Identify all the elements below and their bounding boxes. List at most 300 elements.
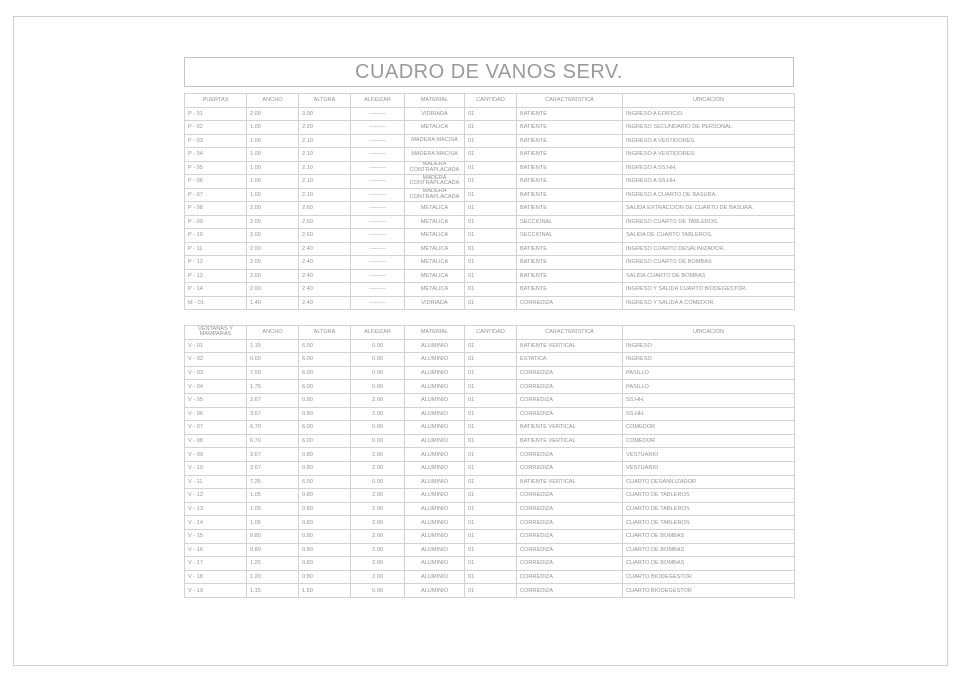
- table-cell: 01: [465, 339, 517, 353]
- table-cell: CORREDIZA: [517, 448, 623, 462]
- table-cell: 1.05: [247, 502, 299, 516]
- table-cell: CUARTO DESANILIZADOR: [623, 475, 795, 489]
- table-cell: P - 12: [185, 256, 247, 270]
- table-row: [185, 461, 795, 475]
- table-cell: 0.60: [247, 353, 299, 367]
- table-cell: 2.10: [299, 188, 351, 202]
- table-cell: P - 05: [185, 161, 247, 175]
- table-row: [185, 134, 795, 148]
- table-cell: CUARTO DE BOMBAS: [623, 529, 795, 543]
- table-cell: ALUMINIO: [405, 353, 465, 367]
- table-cell: ALUMINIO: [405, 529, 465, 543]
- table-cell: P - 10: [185, 229, 247, 243]
- table-cell: V - 05: [185, 393, 247, 407]
- table-cell: 0.80: [247, 543, 299, 557]
- table-cell: INGRESO: [623, 353, 795, 367]
- table-cell: P - 13: [185, 269, 247, 283]
- table-cell: P - 01: [185, 107, 247, 121]
- table-cell: BATIENTE: [517, 269, 623, 283]
- table-cell: M - 01: [185, 296, 247, 310]
- table-cell: CORREDIZA: [517, 366, 623, 380]
- column-header: ANCHO: [247, 94, 299, 108]
- table-cell: CORREDIZA: [517, 296, 623, 310]
- table-cell: 0.80: [299, 529, 351, 543]
- column-header: ALFEIZAR: [351, 94, 405, 108]
- table-cell: BATIENTE: [517, 283, 623, 297]
- table-cell: P - 03: [185, 134, 247, 148]
- column-header: CANTIDAD: [465, 326, 517, 340]
- table-cell: P - 08: [185, 202, 247, 216]
- table-cell: 1.00: [247, 121, 299, 135]
- table-cell: INGRESO A SS.HH.: [623, 161, 795, 175]
- table-cell: 01: [465, 229, 517, 243]
- column-header: ANCHO: [247, 326, 299, 340]
- table-cell: V - 03: [185, 366, 247, 380]
- table-cell: 2.00: [247, 256, 299, 270]
- column-header: CANTIDAD: [465, 94, 517, 108]
- table-cell: BATIENTE VERTICAL: [517, 339, 623, 353]
- table-row: [185, 269, 795, 283]
- table-cell: V - 04: [185, 380, 247, 394]
- table-cell: CORREDIZA: [517, 529, 623, 543]
- table-row: [185, 529, 795, 543]
- table-cell: ---------: [351, 121, 405, 135]
- table-cell: ALUMINIO: [405, 475, 465, 489]
- schedule-title: CUADRO DE VANOS SERV.: [184, 57, 794, 87]
- table-cell: 01: [465, 121, 517, 135]
- table-cell: SALIDA CUARTO DE BOMBAS: [623, 269, 795, 283]
- table-row: [185, 283, 795, 297]
- column-header: UBICACION: [623, 326, 795, 340]
- table-cell: BATIENTE: [517, 148, 623, 162]
- table-cell: ---------: [351, 256, 405, 270]
- table-cell: 1.00: [247, 175, 299, 189]
- table-cell: 0.80: [299, 502, 351, 516]
- table-cell: 01: [465, 529, 517, 543]
- table-cell: 01: [465, 475, 517, 489]
- table-cell: 2.40: [299, 256, 351, 270]
- table-cell: P - 07: [185, 188, 247, 202]
- table-cell: V - 18: [185, 570, 247, 584]
- table-row: [185, 188, 795, 202]
- table-cell: METALICA: [405, 242, 465, 256]
- table-cell: ---------: [351, 188, 405, 202]
- table-row: [185, 296, 795, 310]
- table-cell: 3.67: [247, 407, 299, 421]
- table-cell: 01: [465, 434, 517, 448]
- table-cell: 01: [465, 584, 517, 598]
- table-cell: ALUMINIO: [405, 407, 465, 421]
- table-cell: INGRESO SECUNDARIO DE PERSONAL.: [623, 121, 795, 135]
- table-cell: P - 11: [185, 242, 247, 256]
- table-cell: 0.80: [299, 543, 351, 557]
- table-cell: INGRESO CUARTO DE BOMBAS: [623, 256, 795, 270]
- table-cell: CORREDIZA: [517, 489, 623, 503]
- table-cell: 3.67: [247, 393, 299, 407]
- table-cell: 0.80: [299, 407, 351, 421]
- table-cell: 2.40: [299, 242, 351, 256]
- column-header: UBICACION: [623, 94, 795, 108]
- table-cell: CUARTO DE BOMBAS: [623, 557, 795, 571]
- table-cell: ---------: [351, 229, 405, 243]
- table-cell: V - 13: [185, 502, 247, 516]
- table-row: [185, 434, 795, 448]
- table-cell: ---------: [351, 215, 405, 229]
- table-cell: V - 17: [185, 557, 247, 571]
- table-cell: SECCIONAL: [517, 215, 623, 229]
- table-row: [185, 353, 795, 367]
- table-cell: V - 06: [185, 407, 247, 421]
- table-cell: CORREDIZA: [517, 380, 623, 394]
- table-cell: 1.15: [247, 339, 299, 353]
- table-cell: INGRESO Y SALIDA CUARTO BIODEGESTOR.: [623, 283, 795, 297]
- table-cell: SECCIONAL: [517, 229, 623, 243]
- table-row: [185, 421, 795, 435]
- table-cell: V - 10: [185, 461, 247, 475]
- table-row: [185, 121, 795, 135]
- table-cell: ---------: [351, 175, 405, 189]
- table-cell: 1.05: [247, 516, 299, 530]
- table-cell: BATIENTE: [517, 161, 623, 175]
- table-cell: V - 19: [185, 584, 247, 598]
- doors-header-row: [185, 94, 795, 108]
- table-row: [185, 202, 795, 216]
- table-cell: CUARTO DE TABLEROS: [623, 489, 795, 503]
- table-cell: CORREDIZA: [517, 393, 623, 407]
- table-cell: 2.60: [299, 215, 351, 229]
- windows-header-row: [185, 326, 795, 340]
- table-row: [185, 516, 795, 530]
- table-cell: V - 07: [185, 421, 247, 435]
- table-row: [185, 489, 795, 503]
- table-cell: ALUMINIO: [405, 393, 465, 407]
- table-cell: 0.00: [351, 421, 405, 435]
- table-cell: VIDRIADA: [405, 107, 465, 121]
- table-cell: METALICA: [405, 121, 465, 135]
- table-row: [185, 148, 795, 162]
- table-cell: INGRESO: [623, 339, 795, 353]
- table-cell: 6.70: [247, 434, 299, 448]
- table-cell: MADERA CONTRAPLACADA: [405, 161, 465, 175]
- table-cell: ---------: [351, 296, 405, 310]
- table-cell: P - 02: [185, 121, 247, 135]
- table-cell: ALUMINIO: [405, 366, 465, 380]
- table-cell: 3.67: [247, 448, 299, 462]
- table-cell: 1.05: [247, 489, 299, 503]
- table-cell: VESTUARIO: [623, 461, 795, 475]
- table-cell: V - 08: [185, 434, 247, 448]
- table-cell: ALUMINIO: [405, 557, 465, 571]
- table-cell: 1.75: [247, 380, 299, 394]
- table-cell: ALUMINIO: [405, 570, 465, 584]
- table-cell: 0.00: [351, 380, 405, 394]
- table-cell: 01: [465, 461, 517, 475]
- table-cell: 2.00: [247, 242, 299, 256]
- table-cell: 2.10: [299, 175, 351, 189]
- table-cell: ALUMINIO: [405, 448, 465, 462]
- table-cell: ALUMINIO: [405, 380, 465, 394]
- table-cell: V - 16: [185, 543, 247, 557]
- table-cell: 2.40: [299, 296, 351, 310]
- table-cell: V - 01: [185, 339, 247, 353]
- table-cell: CUARTO DE BOMBAS: [623, 543, 795, 557]
- table-cell: ALUMINIO: [405, 489, 465, 503]
- table-row: [185, 229, 795, 243]
- table-cell: VIDRIADA: [405, 296, 465, 310]
- table-cell: BATIENTE: [517, 242, 623, 256]
- table-cell: 0.80: [299, 448, 351, 462]
- table-cell: 0.00: [351, 434, 405, 448]
- table-cell: MADERA MACISA: [405, 148, 465, 162]
- table-cell: INGRESO A EDIFICIO.: [623, 107, 795, 121]
- table-cell: ALUMINIO: [405, 516, 465, 530]
- table-cell: 2.00: [351, 461, 405, 475]
- table-cell: 6.00: [299, 353, 351, 367]
- table-row: [185, 543, 795, 557]
- table-cell: 01: [465, 353, 517, 367]
- table-cell: 01: [465, 148, 517, 162]
- table-cell: METALICA: [405, 215, 465, 229]
- column-header: ALTURA: [299, 94, 351, 108]
- column-header: ALFEIZAR: [351, 326, 405, 340]
- table-cell: CUARTO DE TABLEROS: [623, 502, 795, 516]
- table-cell: V - 02: [185, 353, 247, 367]
- table-cell: METALICA: [405, 269, 465, 283]
- table-cell: 2.00: [351, 570, 405, 584]
- table-cell: 2.00: [351, 502, 405, 516]
- table-cell: 2.40: [299, 269, 351, 283]
- table-cell: 1.50: [299, 584, 351, 598]
- table-cell: 2.20: [299, 121, 351, 135]
- table-row: [185, 393, 795, 407]
- table-cell: CUARTO BIODEGESTOR: [623, 584, 795, 598]
- table-cell: ALUMINIO: [405, 434, 465, 448]
- table-row: [185, 584, 795, 598]
- table-cell: 6.00: [299, 380, 351, 394]
- table-cell: BATIENTE VERTICAL: [517, 434, 623, 448]
- table-cell: MADERA CONTRAPLACADA: [405, 175, 465, 189]
- table-cell: METALICA: [405, 256, 465, 270]
- table-cell: 2.00: [247, 269, 299, 283]
- table-cell: 2.00: [351, 407, 405, 421]
- table-cell: 0.80: [299, 461, 351, 475]
- table-cell: 2.40: [299, 283, 351, 297]
- table-cell: PASILLO: [623, 366, 795, 380]
- table-cell: 6.00: [299, 434, 351, 448]
- column-header: MATERIAL: [405, 326, 465, 340]
- table-row: [185, 242, 795, 256]
- table-cell: 01: [465, 421, 517, 435]
- table-cell: CUARTO BIODEGESTOR: [623, 570, 795, 584]
- table-row: [185, 448, 795, 462]
- table-cell: ALUMINIO: [405, 543, 465, 557]
- table-cell: INGRESO A CUARTO DE BASURA.: [623, 188, 795, 202]
- table-row: [185, 570, 795, 584]
- table-cell: BATIENTE VERTICAL: [517, 475, 623, 489]
- table-cell: 2.00: [247, 283, 299, 297]
- table-row: [185, 407, 795, 421]
- table-cell: 6.00: [299, 421, 351, 435]
- table-cell: 1.00: [247, 188, 299, 202]
- table-cell: 0.80: [247, 529, 299, 543]
- table-cell: 1.40: [247, 296, 299, 310]
- table-cell: BATIENTE: [517, 202, 623, 216]
- table-cell: 2.10: [299, 161, 351, 175]
- table-cell: 0.80: [299, 489, 351, 503]
- table-cell: ---------: [351, 148, 405, 162]
- table-cell: BATIENTE: [517, 107, 623, 121]
- table-cell: 3.00: [299, 107, 351, 121]
- table-cell: 0.00: [351, 339, 405, 353]
- table-cell: V - 09: [185, 448, 247, 462]
- table-cell: 1.00: [247, 134, 299, 148]
- table-row: [185, 339, 795, 353]
- table-cell: 01: [465, 188, 517, 202]
- table-cell: 2.00: [247, 215, 299, 229]
- table-cell: CUARTO DE TABLEROS: [623, 516, 795, 530]
- windows-schedule-table: [184, 325, 795, 598]
- table-cell: SALIDA DE CUARTO TABLEROS.: [623, 229, 795, 243]
- table-cell: 01: [465, 134, 517, 148]
- table-cell: 2.60: [299, 229, 351, 243]
- table-cell: 6.70: [247, 421, 299, 435]
- table-cell: 01: [465, 269, 517, 283]
- table-cell: 01: [465, 107, 517, 121]
- table-cell: 2.10: [299, 148, 351, 162]
- table-cell: V - 12: [185, 489, 247, 503]
- table-cell: 1.00: [247, 148, 299, 162]
- table-cell: 01: [465, 242, 517, 256]
- table-cell: 2.00: [351, 516, 405, 530]
- table-cell: 01: [465, 448, 517, 462]
- table-row: [185, 107, 795, 121]
- table-row: [185, 557, 795, 571]
- table-cell: INGRESO CUARTO DESALINIZADOR.: [623, 242, 795, 256]
- table-cell: 01: [465, 557, 517, 571]
- table-row: [185, 161, 795, 175]
- table-cell: ESTATICA: [517, 353, 623, 367]
- table-cell: 1.00: [247, 161, 299, 175]
- table-cell: 2.00: [351, 529, 405, 543]
- table-cell: ---------: [351, 107, 405, 121]
- table-cell: 01: [465, 407, 517, 421]
- table-cell: 6.00: [299, 475, 351, 489]
- table-cell: P - 06: [185, 175, 247, 189]
- table-cell: 0.90: [351, 584, 405, 598]
- table-cell: PASILLO: [623, 380, 795, 394]
- table-cell: 7.25: [247, 475, 299, 489]
- table-cell: 1.20: [247, 570, 299, 584]
- table-cell: ---------: [351, 161, 405, 175]
- table-cell: V - 11: [185, 475, 247, 489]
- table-cell: ---------: [351, 202, 405, 216]
- table-cell: INGRESO Y SALIDA A COMEDOR.: [623, 296, 795, 310]
- table-cell: 01: [465, 296, 517, 310]
- table-row: [185, 502, 795, 516]
- table-cell: 2.00: [247, 202, 299, 216]
- table-cell: 2.00: [351, 557, 405, 571]
- table-cell: ALUMINIO: [405, 339, 465, 353]
- table-cell: METALICA: [405, 283, 465, 297]
- table-cell: CORREDIZA: [517, 557, 623, 571]
- table-cell: ALUMINIO: [405, 421, 465, 435]
- table-row: [185, 366, 795, 380]
- table-cell: ---------: [351, 269, 405, 283]
- table-cell: 0.00: [351, 353, 405, 367]
- table-cell: INGRESO A SS.HH.: [623, 175, 795, 189]
- table-cell: P - 04: [185, 148, 247, 162]
- table-cell: VESTUARIO: [623, 448, 795, 462]
- table-cell: 0.80: [299, 516, 351, 530]
- column-header: PUERTAS: [185, 94, 247, 108]
- table-cell: ALUMINIO: [405, 461, 465, 475]
- table-cell: ---------: [351, 134, 405, 148]
- table-cell: BATIENTE: [517, 121, 623, 135]
- table-cell: 01: [465, 161, 517, 175]
- table-cell: 01: [465, 393, 517, 407]
- table-cell: 2.00: [247, 107, 299, 121]
- table-row: [185, 475, 795, 489]
- table-cell: METALICA: [405, 202, 465, 216]
- table-cell: 01: [465, 516, 517, 530]
- table-row: [185, 256, 795, 270]
- table-cell: 01: [465, 502, 517, 516]
- table-cell: SS.HH.: [623, 393, 795, 407]
- table-cell: 01: [465, 256, 517, 270]
- table-cell: ---------: [351, 283, 405, 297]
- column-header: CARACTERISTICA: [517, 94, 623, 108]
- table-cell: CORREDIZA: [517, 461, 623, 475]
- table-cell: CORREDIZA: [517, 407, 623, 421]
- table-cell: BATIENTE VERTICAL: [517, 421, 623, 435]
- table-cell: 01: [465, 283, 517, 297]
- table-cell: BATIENTE: [517, 134, 623, 148]
- table-cell: ALUMINIO: [405, 502, 465, 516]
- table-cell: 01: [465, 366, 517, 380]
- table-cell: INGRESO CUARTO DE TABLEROS.: [623, 215, 795, 229]
- table-cell: COMEDOR: [623, 434, 795, 448]
- column-header: CARACTERISTICA: [517, 326, 623, 340]
- table-cell: SS.HH.: [623, 407, 795, 421]
- table-cell: CORREDIZA: [517, 543, 623, 557]
- table-cell: 1.15: [247, 584, 299, 598]
- table-cell: 2.00: [351, 448, 405, 462]
- table-row: [185, 380, 795, 394]
- table-cell: V - 15: [185, 529, 247, 543]
- table-cell: BATIENTE: [517, 256, 623, 270]
- table-cell: COMEDOR: [623, 421, 795, 435]
- table-cell: 0.80: [299, 557, 351, 571]
- table-cell: 1.25: [247, 557, 299, 571]
- table-cell: BATIENTE: [517, 188, 623, 202]
- table-cell: BATIENTE: [517, 175, 623, 189]
- table-cell: 01: [465, 215, 517, 229]
- table-cell: P - 09: [185, 215, 247, 229]
- table-cell: CORREDIZA: [517, 502, 623, 516]
- table-cell: 01: [465, 202, 517, 216]
- table-cell: MADERA MACISA: [405, 134, 465, 148]
- table-cell: 01: [465, 380, 517, 394]
- table-cell: 2.00: [351, 489, 405, 503]
- table-cell: 01: [465, 543, 517, 557]
- table-cell: INGRESO A VESTIDORES.: [623, 148, 795, 162]
- table-cell: 0.80: [299, 570, 351, 584]
- table-cell: 2.00: [247, 229, 299, 243]
- table-cell: 2.10: [299, 134, 351, 148]
- table-cell: 2.00: [351, 393, 405, 407]
- table-cell: P - 14: [185, 283, 247, 297]
- table-cell: 2.60: [299, 202, 351, 216]
